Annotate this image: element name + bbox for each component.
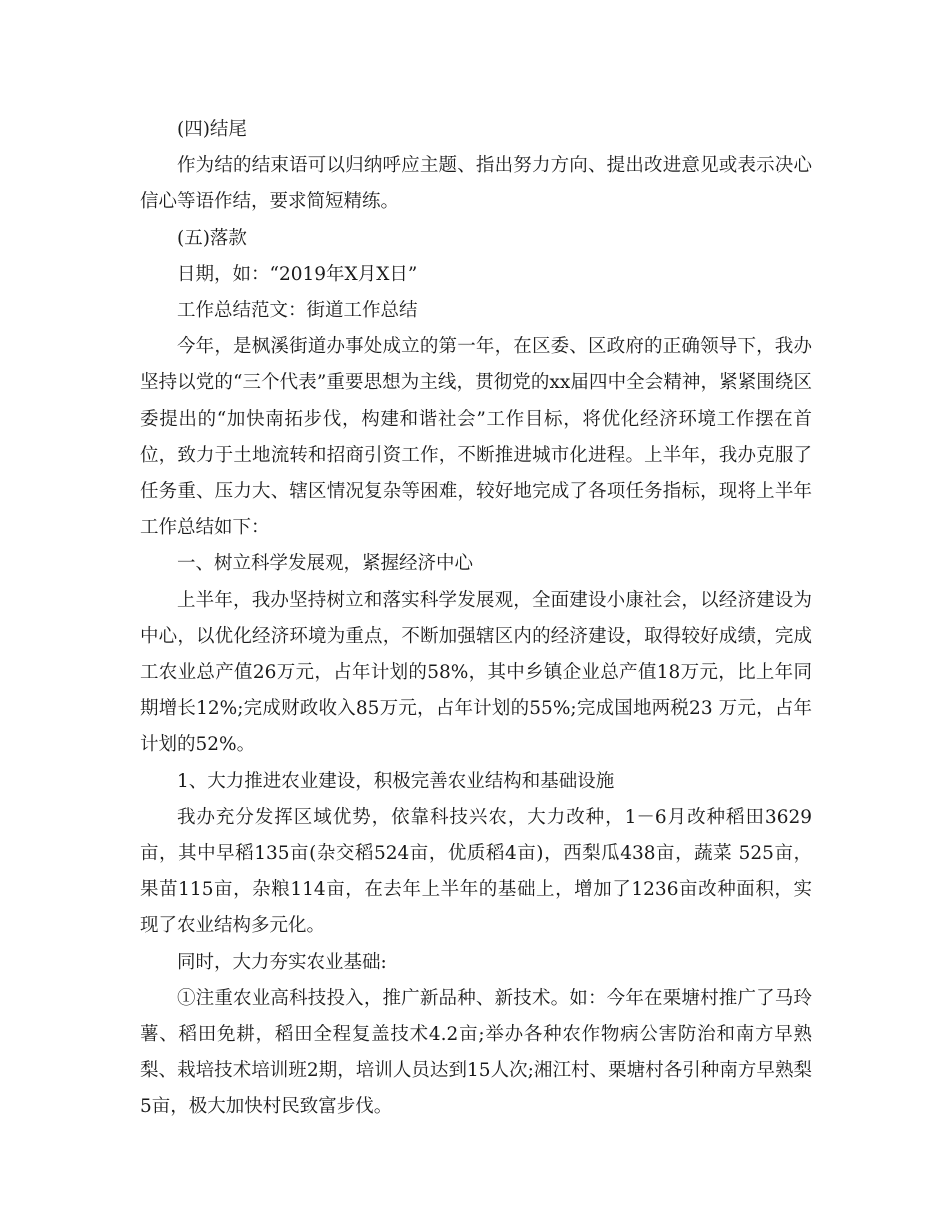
- body-paragraph: 今年，是枫溪街道办事处成立的第一年，在区委、区政府的正确领导下，我办坚持以党的“三个代表”重要思想为主线，贯彻党的xx届四中全会精神，紧紧围绕区委提出的“加快南拓步伐，构建和谐社会”工作目标，将优化经济环境工作摆在首位，致力于土地流转和招商引资工作，不断推进城市化进程。上半年，我办克服了任务重、压力大、辖区情况复杂等困难，较好地完成了各项任务指标，现将上半年工作总结如下：: [140, 336, 812, 539]
- body-paragraph: 作为结的结束语可以归纳呼应主题、指出努力方向、提出改进意见或表示决心信心等语作结，要求简短精练。: [140, 155, 812, 213]
- body-paragraph: ①注重农业高科技投入，推广新品种、新技术。如：今年在栗塘村推广了马玲薯、稻田免耕，稻田全程复盖技术4.2亩;举办各种农作物病公害防治和南方早熟梨、栽培技术培训班2期，培训人员达到15人次;湘江村、栗塘村各引种南方早熟梨5亩，极大加快村民致富步伐。: [140, 987, 812, 1118]
- sample-title: 工作总结范文：街道工作总结: [177, 300, 418, 322]
- body-paragraph: 我办充分发挥区域优势，依靠科技兴农，大力改种，1－6月改种稻田3629亩，其中早稻135亩(杂交稻524亩，优质稻4亩)，西梨瓜438亩，蔬菜 525亩，果苗115亩，杂粮114亩，在去年上半年的基础上，增加了1236亩改种面积，实现了农业结构多元化。: [140, 806, 812, 937]
- body-paragraph: 同时，大力夯实农业基础:: [177, 951, 387, 973]
- section-heading-ending: (四)结尾: [177, 119, 247, 140]
- section-heading: 一、树立科学发展观，紧握经济中心: [177, 553, 474, 575]
- subsection-heading: 1、大力推进农业建设，积极完善农业结构和基础设施: [177, 770, 615, 792]
- section-heading-signature: (五)落款: [177, 227, 247, 249]
- document-body: [140, 112, 812, 1126]
- body-paragraph: 上半年，我办坚持树立和落实科学发展观，全面建设小康社会，以经济建设为中心，以优化经济环境为重点，不断加强辖区内的经济建设，取得较好成绩，完成工农业总产值26万元，占年计划的58%，其中乡镇企业总产值18万元，比上年同期增长12%;完成财政收入85万元，占年计划的55%;完成国地两税23 万元，占年计划的52%。: [140, 589, 812, 756]
- body-paragraph: 日期，如：“2019年X月X日”: [177, 263, 418, 285]
